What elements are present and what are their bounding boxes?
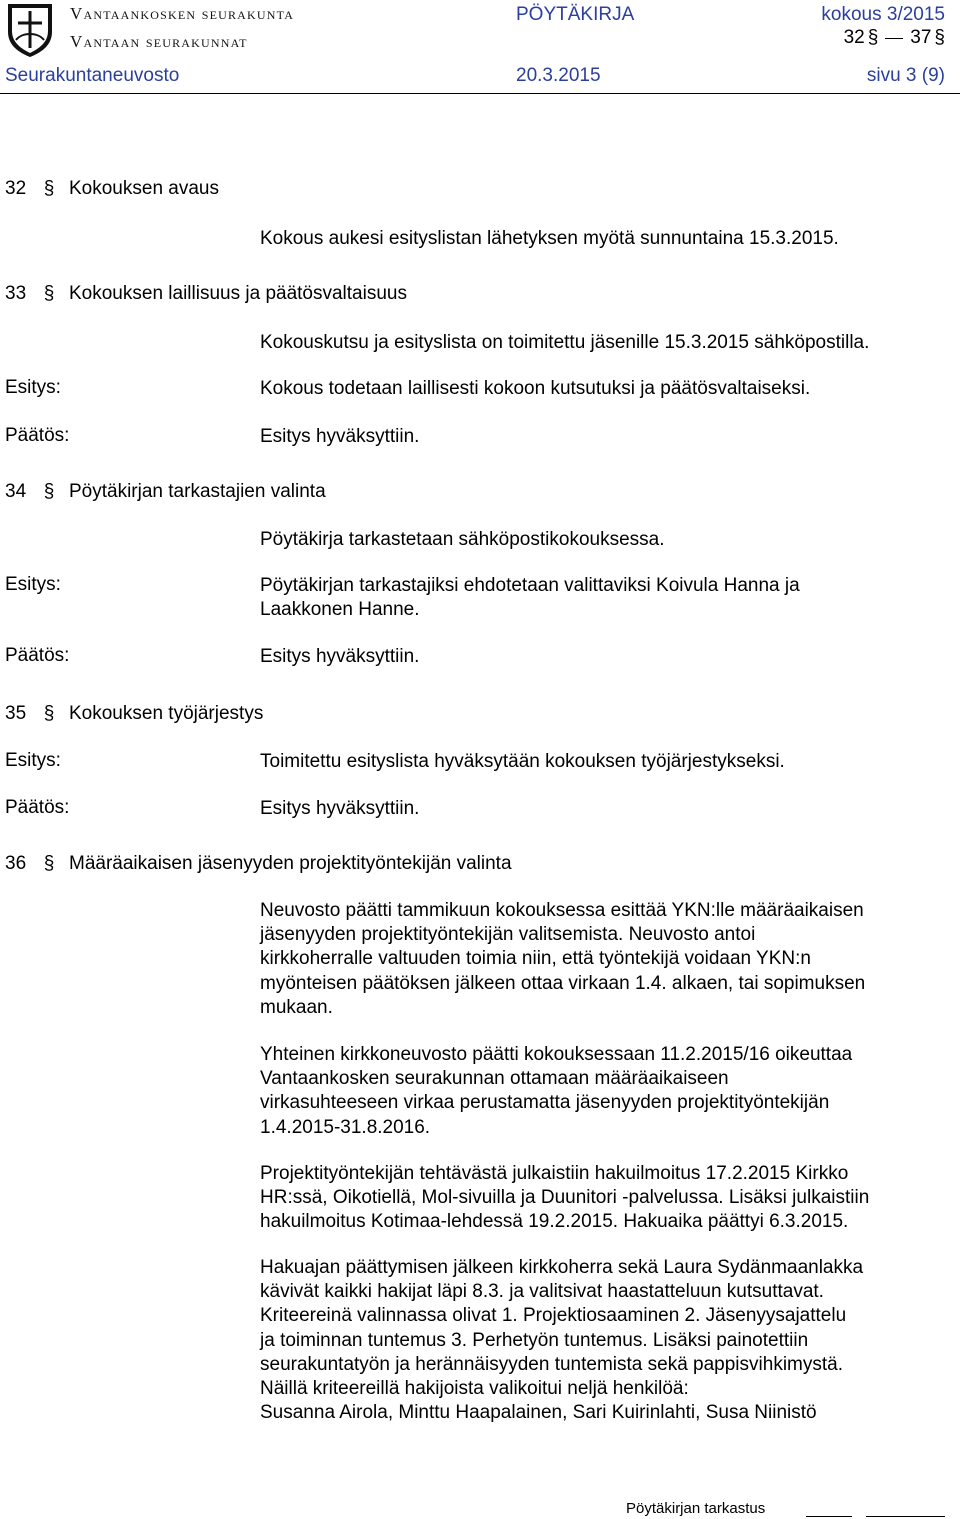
section-sign-icon: §	[43, 703, 55, 724]
signature-line	[806, 1516, 852, 1517]
decision-text: Esitys hyväksyttiin.	[260, 798, 420, 819]
paragraph-line: virkasuhteeseen virkaa perustamatta jäsenyyden projektityöntekijän	[260, 1092, 830, 1114]
section-sign-icon: §	[43, 853, 55, 874]
paragraph-line: Neuvosto päätti tammikuun kokouksessa esittää YKN:lle määräaikaisen	[260, 900, 864, 921]
proposal-label: Esitys:	[5, 574, 61, 595]
paragraph-line: kirkkoherralle valtuuden toimia niin, että työntekijä voidaan YKN:n	[260, 948, 811, 970]
section-number: 34	[5, 481, 27, 502]
section-heading-35	[5, 703, 263, 725]
section-sign-icon: §	[867, 27, 879, 48]
paragraph-line: jäsenyyden projektityöntekijän valitsemista. Neuvosto antoi	[260, 924, 756, 946]
section-title: Pöytäkirjan tarkastajien valinta	[69, 481, 326, 502]
decision-label: Päätös:	[5, 645, 70, 666]
proposal-label: Esitys:	[5, 377, 61, 398]
section-heading-36	[5, 853, 512, 875]
range-dash	[885, 38, 903, 39]
proposal-line: Pöytäkirjan tarkastajiksi ehdotetaan valittaviksi Koivula Hanna ja	[260, 575, 800, 596]
paragraph-line: Kriteereinä valinnassa olivat 1. Projektiosaaminen 2. Jäsenyysajattelu	[260, 1305, 847, 1327]
paragraph-line: Hakuajan päättymisen jälkeen kirkkoherra sekä Laura Sydänmaanlakka	[260, 1257, 864, 1278]
section-sign-icon: §	[43, 481, 55, 502]
paragraph-line: 1.4.2015-31.8.2016.	[260, 1116, 431, 1138]
section-number: 32	[5, 178, 27, 199]
decision-text: Esitys hyväksyttiin.	[260, 426, 420, 447]
decision-text: Esitys hyväksyttiin.	[260, 646, 420, 667]
section-to: 37	[910, 27, 932, 48]
proposal-text: Toimitettu esityslista hyväksytään kokouksen työjärjestykseksi.	[260, 751, 785, 772]
meeting-number: kokous 3/2015	[821, 4, 945, 25]
section-heading-32	[5, 178, 219, 200]
paragraph-line: kävivät kaikki hakijat läpi 8.3. ja valitsivat haastatteluun kutsuttavat.	[260, 1281, 824, 1303]
proposal-text: Kokous todetaan laillisesti kokoon kutsutuksi ja päätösvaltaiseksi.	[260, 378, 811, 399]
section-sign-icon: §	[934, 27, 945, 48]
paragraph-line: Näillä kriteereillä hakijoista valikoitui neljä henkilöä:	[260, 1378, 689, 1400]
minutes-review-label: Pöytäkirjan tarkastus	[626, 1500, 766, 1517]
proposal-line: Laakkonen Hanne.	[260, 599, 420, 620]
section-text: Kokous aukesi esityslistan lähetyksen myötä sunnuntaina 15.3.2015.	[260, 228, 839, 249]
paragraph-line: mukaan.	[260, 996, 333, 1018]
paragraph-3	[260, 1162, 955, 1235]
section-sign-icon: §	[43, 178, 55, 199]
paragraph-line: myönteisen päätöksen jälkeen ottaa virkaan 1.4. alkaen, tai sopimuksen	[260, 972, 866, 994]
section-text: Kokouskutsu ja esityslista on toimitettu jäsenille 15.3.2015 sähköpostilla.	[260, 332, 870, 353]
proposal-label: Esitys:	[5, 750, 61, 771]
section-title: Kokouksen laillisuus ja päätösvaltaisuus	[69, 283, 407, 304]
org-name-line1: Vantaankosken seurakunta	[70, 4, 295, 23]
page-number: sivu 3 (9)	[866, 65, 945, 86]
paragraph-2	[260, 1043, 955, 1140]
section-range	[844, 27, 945, 49]
paragraph-line: HR:ssä, Oikotiellä, Mol-sivuilla ja Duunitori -palvelussa. Lisäksi julkaistiin	[260, 1187, 870, 1209]
paragraph-4	[260, 1256, 955, 1425]
decision-label: Päätös:	[5, 425, 70, 446]
document-type: PÖYTÄKIRJA	[516, 4, 635, 25]
section-title: Kokouksen työjärjestys	[69, 703, 264, 724]
governing-body: Seurakuntaneuvosto	[5, 65, 180, 86]
decision-label: Päätös:	[5, 797, 70, 818]
paragraph-line: Vantaankosken seurakunnan ottamaan määräaikaiseen	[260, 1068, 729, 1090]
parish-logo	[4, 2, 56, 58]
header-divider	[0, 93, 960, 94]
section-title: Määräaikaisen jäsenyyden projektityöntekijän valinta	[69, 853, 512, 874]
paragraph-line: ja toiminnan tuntemus 3. Perhetyön tuntemus. Lisäksi painotettiin	[260, 1329, 809, 1351]
paragraph-line: hakuilmoitus Kotimaa-lehdessä 19.2.2015. Hakuaika päättyi 6.3.2015.	[260, 1211, 849, 1233]
paragraph-line: Projektityöntekijän tehtävästä julkaistiin hakuilmoitus 17.2.2015 Kirkko	[260, 1163, 849, 1184]
section-from: 32	[843, 27, 865, 48]
section-text: Pöytäkirja tarkastetaan sähköpostikokouksessa.	[260, 529, 665, 550]
section-number: 33	[5, 283, 27, 304]
paragraph-line: seurakuntatyön ja herännäisyyden tuntemista sekä pappisvihkimystä.	[260, 1353, 843, 1375]
paragraph-1	[260, 899, 955, 1020]
section-number: 35	[5, 703, 27, 724]
proposal-text	[260, 574, 800, 622]
section-sign-icon: §	[43, 283, 55, 304]
signature-line	[866, 1516, 945, 1517]
section-heading-34	[5, 481, 326, 503]
section-number: 36	[5, 853, 27, 874]
paragraph-line: Susanna Airola, Minttu Haapalainen, Sari Kuirinlahti, Susa Niinistö	[260, 1402, 817, 1424]
section-title: Kokouksen avaus	[69, 178, 219, 199]
section-heading-33	[5, 283, 407, 305]
paragraph-line: Yhteinen kirkkoneuvosto päätti kokouksessaan 11.2.2015/16 oikeuttaa	[260, 1044, 853, 1065]
meeting-date: 20.3.2015	[516, 65, 601, 86]
org-name-line2: Vantaan seurakunnat	[70, 32, 248, 51]
